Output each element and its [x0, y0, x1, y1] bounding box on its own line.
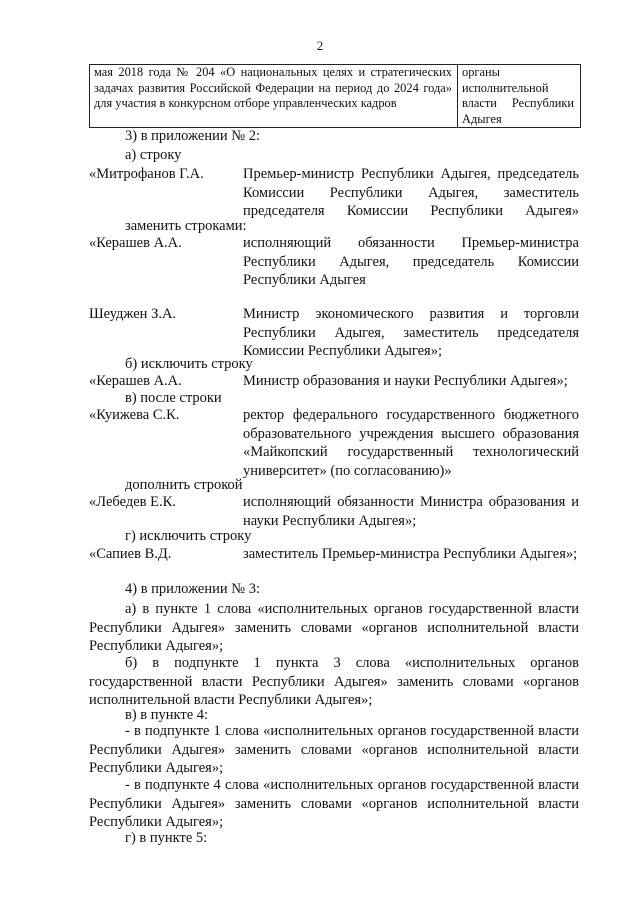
paragraph: а) в пункте 1 слова «исполнительных органов государственной власти Республики Адыгея» заменить словами «органов исполнительной власти Республики Адыгея»; — [89, 601, 579, 655]
table-divider — [457, 65, 458, 127]
member-name: Шеуджен З.А. — [89, 306, 177, 322]
member-role: Министр экономического развития и торговли Республики Адыгея, заместитель председателя Комиссии Республики Адыгея»; — [243, 306, 579, 360]
item-4-heading: 4) в приложении № 3: — [125, 581, 260, 597]
table-right-cell: органы исполнительной власти Республики Адыгея — [462, 65, 574, 126]
item-4c-heading: в) в пункте 4: — [125, 707, 209, 723]
item-3c-heading: в) после строки — [125, 390, 222, 406]
item-3a-heading: а) строку — [125, 147, 182, 163]
member-name: «Керашев А.А. — [89, 373, 182, 389]
instruction-line: заменить строками: — [125, 218, 247, 234]
member-name: «Митрофанов Г.А. — [89, 166, 204, 182]
paragraph: б) в подпункте 1 пункта 3 слова «исполнительных органов государственной власти Республики Адыгея» заменить словами «органов исполнительной власти Республики Адыгея»; — [89, 655, 579, 709]
instruction-line: дополнить строкой — [125, 477, 243, 493]
member-name: «Керашев А.А. — [89, 235, 182, 251]
member-role: исполняющий обязанности Министра образования и науки Республики Адыгея»; — [243, 494, 579, 529]
member-role: Премьер-министр Республики Адыгея, председатель Комиссии Республики Адыгея, заместитель председателя Комиссии Республики Адыгея» — [243, 166, 579, 220]
paragraph: - в подпункте 1 слова «исполнительных органов государственной власти Республики Адыгея» заменить словами «органов исполнительной власти Республики Адыгея»; — [89, 723, 579, 777]
member-role: Министр образования и науки Республики Адыгея»; — [243, 373, 568, 389]
item-4d-heading: г) в пункте 5: — [125, 830, 208, 846]
amendment-table — [89, 64, 581, 128]
member-name: «Лебедев Е.К. — [89, 494, 176, 510]
member-name: «Куижева С.К. — [89, 407, 180, 423]
member-role: ректор федерального государственного бюджетного образовательного учреждения высшего образования «Майкопский государственный технологический университет» (по согласованию)» — [243, 407, 579, 479]
item-3-heading: 3) в приложении № 2: — [125, 128, 260, 144]
item-3b-heading: б) исключить строку — [125, 356, 253, 372]
item-3d-heading: г) исключить строку — [125, 528, 252, 544]
table-left-cell: мая 2018 года № 204 «О национальных целях и стратегических задачах развития Российской Федерации на период до 2024 года» для участия в конкурсном отборе управленческих кадров — [94, 65, 452, 110]
member-role: заместитель Премьер-министра Республики Адыгея»; — [243, 546, 578, 562]
member-name: «Сапиев В.Д. — [89, 546, 172, 562]
paragraph: - в подпункте 4 слова «исполнительных органов государственной власти Республики Адыгея» заменить словами «органов исполнительной власти Республики Адыгея»; — [89, 777, 579, 831]
member-role: исполняющий обязанности Премьер-министра Республики Адыгея, председатель Комиссии Республики Адыгея — [243, 235, 579, 289]
page-number: 2 — [316, 38, 324, 53]
